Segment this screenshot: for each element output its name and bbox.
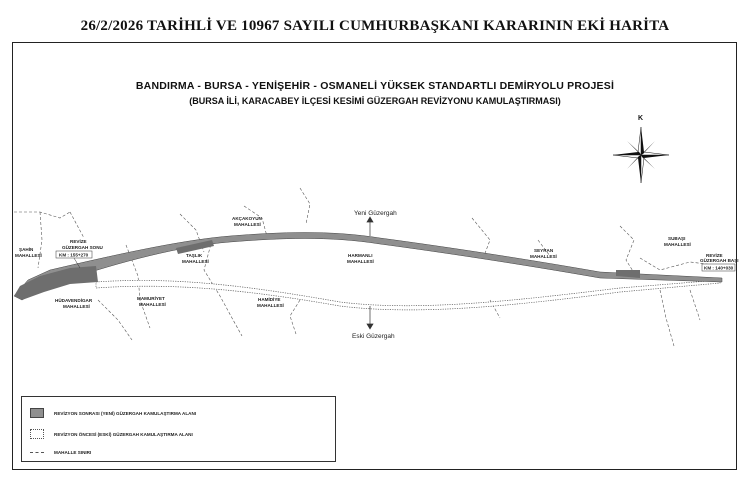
new-route-arrowhead — [367, 217, 373, 222]
project-subtitle: (BURSA İLİ, KARACABEY İLÇESİ KESİMİ GÜZERGAH REVİZYONU KAMULAŞTIRMASI) — [189, 96, 561, 106]
legend-label: MAHALLE SINIRI — [54, 449, 92, 455]
legend-item-old-route — [30, 428, 193, 440]
neighborhood-label: MAHALLESİ — [63, 304, 90, 309]
neighborhood-label: ŞAHİN — [19, 247, 34, 252]
revision-start-label: GÜZERGAH SONU — [62, 245, 103, 250]
north-arrow-icon — [613, 127, 669, 183]
map-legend — [21, 396, 336, 462]
boundary-line — [98, 300, 132, 340]
neighborhood-label: MAHALLESİ — [664, 242, 691, 247]
boundary-line — [14, 212, 70, 218]
neighborhood-label: MAHALLESİ — [530, 254, 557, 259]
legend-item-new-route — [30, 407, 196, 419]
boundary-line — [472, 218, 490, 256]
revision-end-label: GÜZERGAH BAŞI — [700, 258, 739, 263]
old-route-arrowhead — [367, 324, 373, 329]
neighborhood-label: SEYRAN — [534, 248, 554, 253]
neighborhood-label: MAHALLESİ — [257, 303, 284, 308]
boundary-line — [620, 226, 636, 276]
neighborhood-label: AKÇAKOYUN — [232, 216, 262, 221]
neighborhood-label: SUBAŞI — [668, 236, 686, 241]
revision-start-km: KM : 155+270 — [59, 252, 89, 258]
map-header-title: 26/2/2026 TARİHLİ VE 10967 SAYILI CUMHURBAŞKANI KARARININ EKİ HARİTA — [80, 18, 670, 34]
old-route-label: Eski Güzergah — [352, 333, 395, 340]
revision-end-km: KM : 140+030 — [704, 265, 734, 271]
neighborhood-label: MAHALLESİ — [347, 259, 374, 264]
neighborhood-label: MAHALLESİ — [182, 259, 209, 264]
neighborhood-label: HAMİDİYE — [258, 297, 281, 302]
legend-item-boundary — [30, 446, 91, 458]
neighborhood-label: HARMANLI — [348, 253, 373, 258]
neighborhood-label: TAŞLIK — [186, 253, 203, 258]
neighborhood-label: MAHALLESİ — [234, 222, 261, 227]
legend-swatch-old — [30, 429, 44, 439]
legend-swatch-boundary — [30, 452, 44, 453]
neighborhood-label: HÜDAVENDİGAR — [55, 298, 93, 303]
new-route-label: Yeni Güzergah — [354, 210, 397, 217]
legend-label: REVİZYON SONRASI (YENİ) GÜZERGAH KAMULAŞTIRMA ALANI — [54, 410, 197, 416]
boundary-line — [300, 188, 310, 224]
neighborhood-label: MAMURİYET — [137, 296, 165, 301]
legend-label: REVİZYON ÖNCESİ (ESKİ) GÜZERGAH KAMULAŞTIRMA ALANI — [54, 431, 193, 437]
project-title: BANDIRMA - BURSA - YENİŞEHİR - OSMANELİ YÜKSEK STANDARTLI DEMİRYOLU PROJESİ — [135, 80, 615, 92]
route-arrows — [367, 217, 373, 329]
old-route-corridor — [96, 280, 720, 310]
boundary-line — [660, 290, 674, 346]
legend-swatch-new — [30, 408, 44, 418]
north-label: K — [638, 115, 644, 122]
boundary-line — [38, 212, 42, 268]
boundary-line — [290, 300, 300, 334]
neighborhood-label: MAHALLESİ — [139, 302, 166, 307]
revision-end-label: REVİZE — [706, 253, 723, 258]
boundary-line — [690, 290, 700, 320]
neighborhood-label: MAHALLESİ — [15, 253, 42, 258]
revision-start-label: REVİZE — [70, 239, 87, 244]
boundary-line — [70, 212, 84, 238]
